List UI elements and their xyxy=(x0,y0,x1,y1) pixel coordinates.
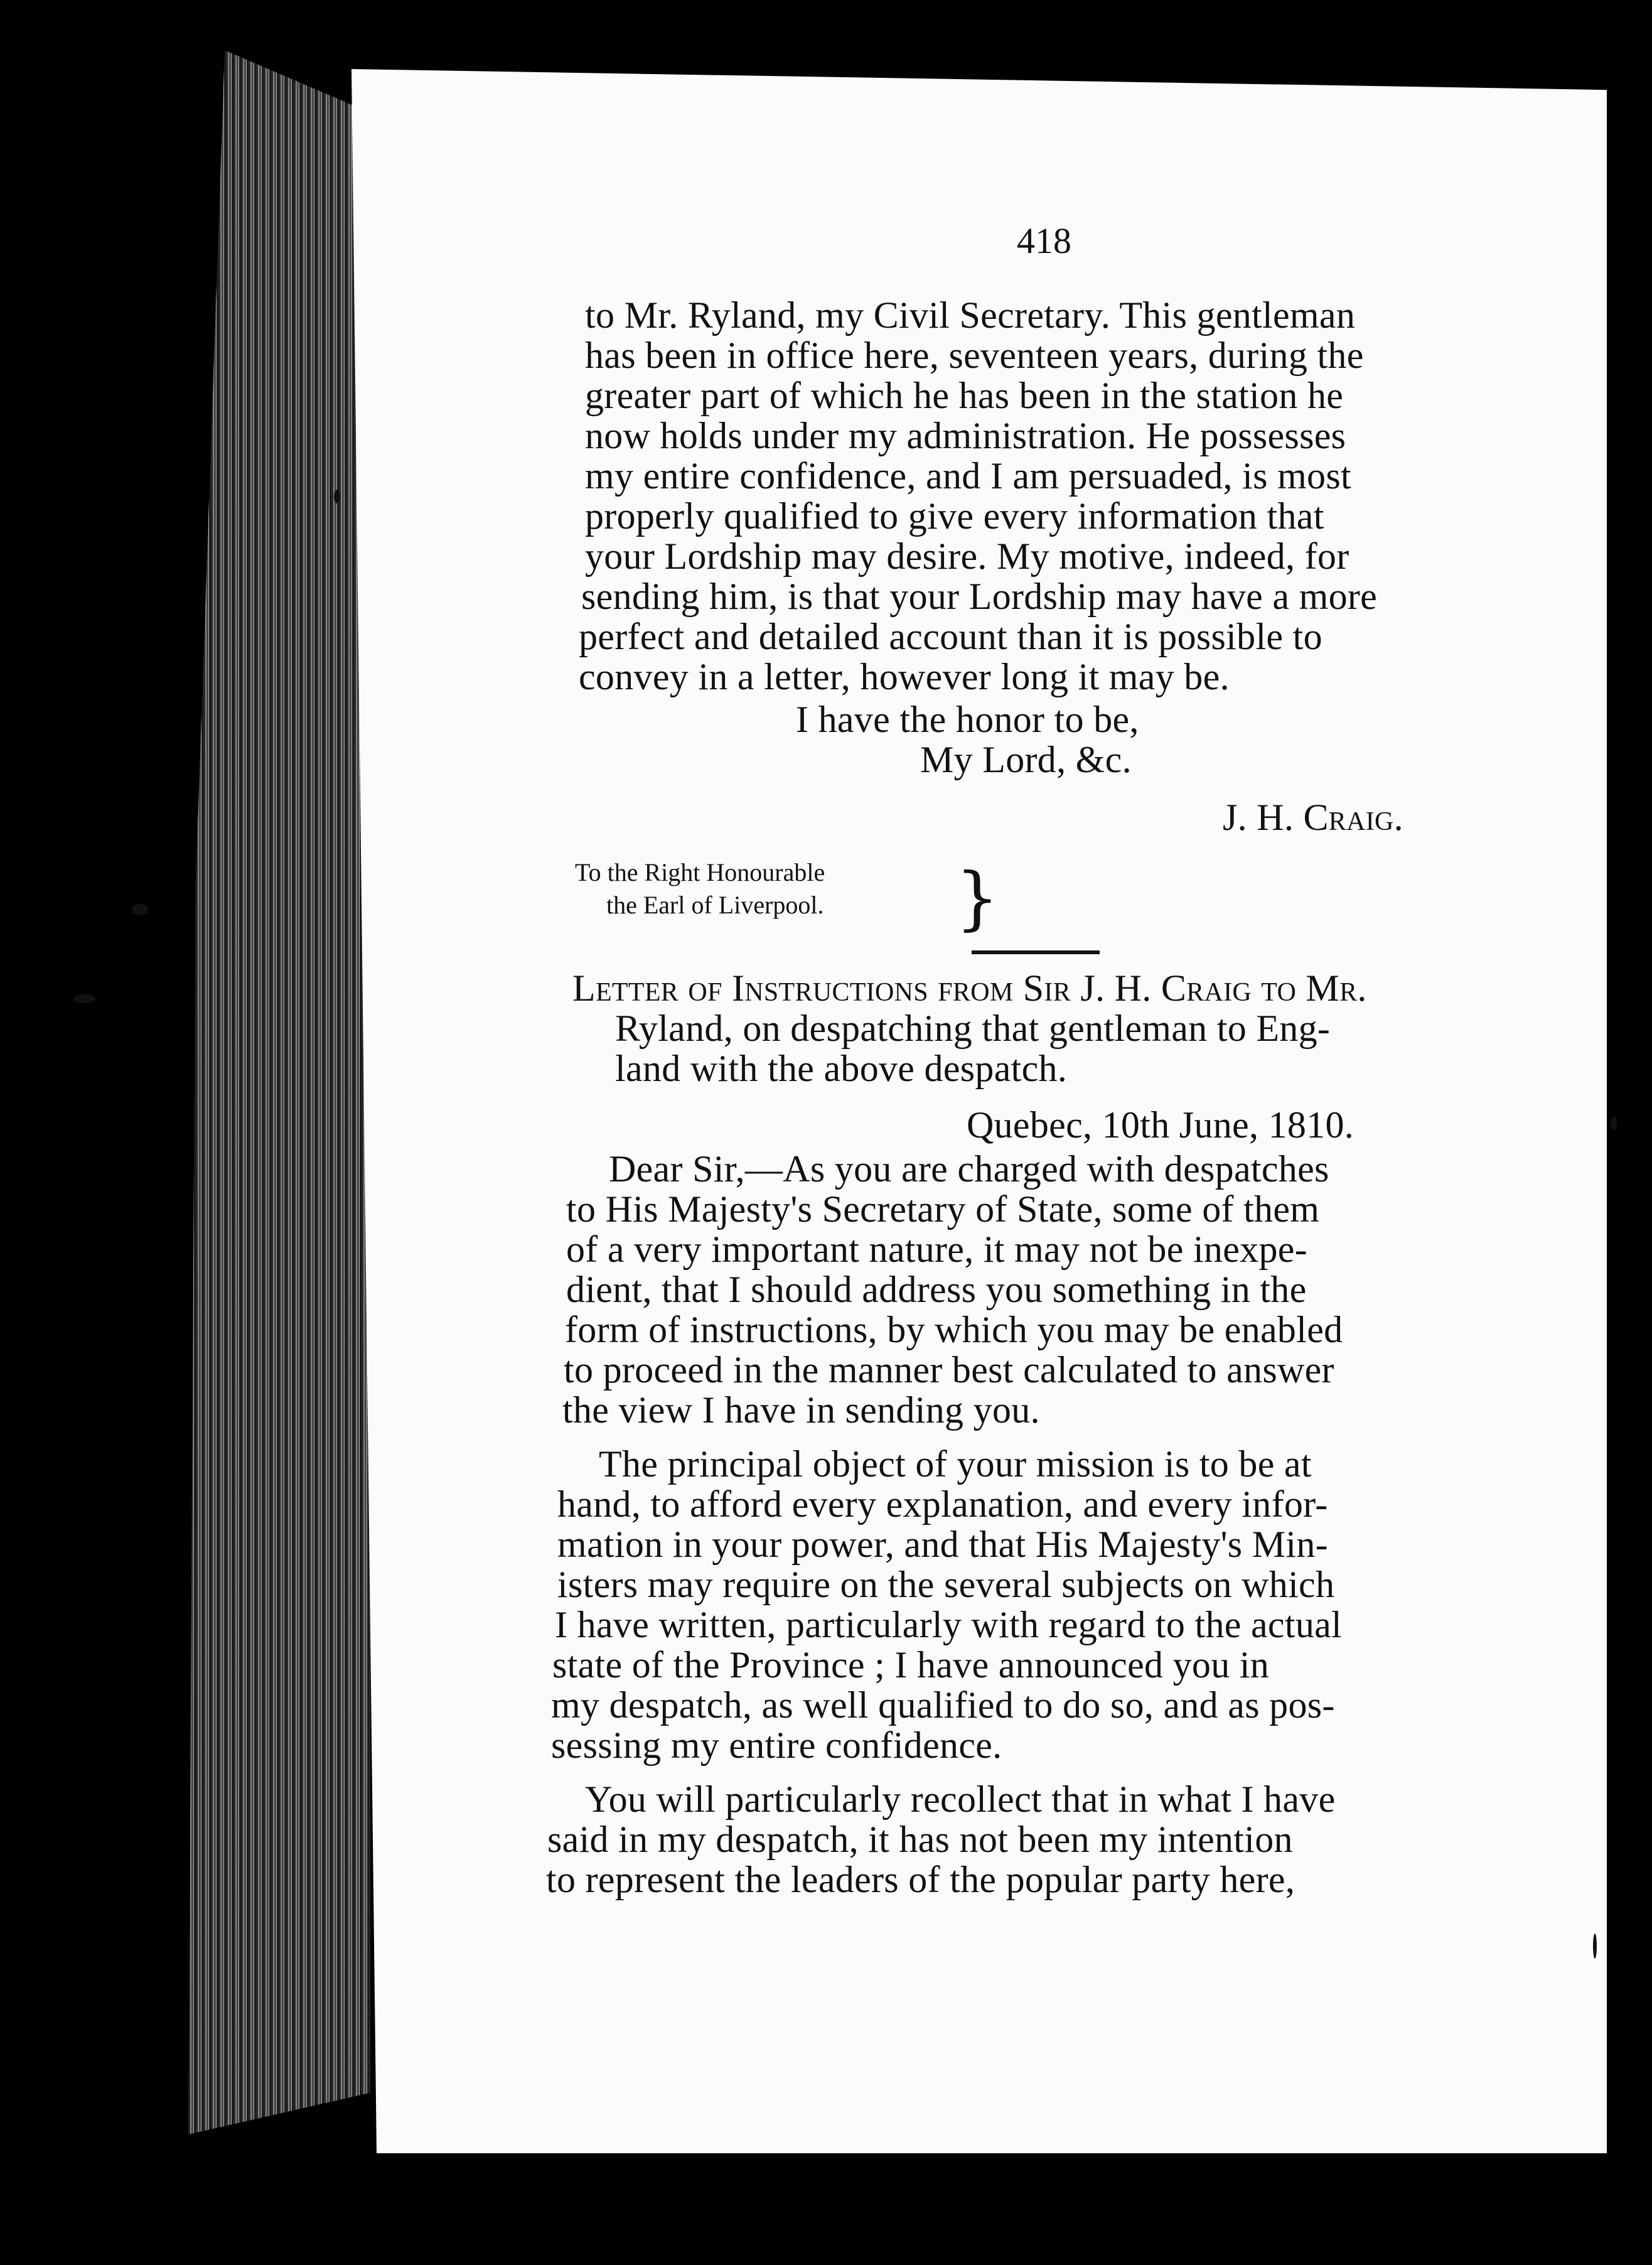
text-line: properly qualified to give every information that xyxy=(585,495,1324,537)
section-rule xyxy=(972,950,1100,954)
text-line: now holds under my administration. He possesses xyxy=(585,415,1346,456)
addressee-line: the Earl of Liverpool. xyxy=(606,891,824,919)
text-line: the view I have in sending you. xyxy=(562,1389,1040,1431)
text-line: The principal object of your mission is to be at xyxy=(599,1443,1312,1485)
heading-line: Letter of Instructions from Sir J. H. Craig to Mr. xyxy=(572,967,1367,1009)
text-line: form of instructions, by which you may be enabled xyxy=(565,1309,1343,1350)
facing-page-edge xyxy=(1610,50,1652,2265)
text-line: You will particularly recollect that in what I have xyxy=(585,1778,1336,1820)
text-line: to His Majesty's Secretary of State, some of them xyxy=(566,1188,1320,1230)
text-line: my despatch, as well qualified to do so, and as pos- xyxy=(551,1684,1335,1726)
text-line: dient, that I should address you something in the xyxy=(566,1269,1307,1310)
page-number: 418 xyxy=(1017,220,1071,261)
text-line: to Mr. Ryland, my Civil Secretary. This gentleman xyxy=(585,294,1356,336)
text-line: state of the Province ; I have announced you in xyxy=(552,1644,1270,1686)
text-line: to represent the leaders of the popular party here, xyxy=(546,1859,1295,1900)
text-line: to proceed in the manner best calculated to answer xyxy=(564,1349,1334,1391)
text-line: perfect and detailed account than it is possible to xyxy=(579,616,1322,657)
closing-line: My Lord, &c. xyxy=(920,739,1132,780)
text-line: hand, to afford every explanation, and every infor- xyxy=(557,1483,1328,1525)
text-line: Dear Sir,—As you are charged with despatches xyxy=(609,1148,1329,1190)
heading-line: land with the above despatch. xyxy=(615,1048,1068,1089)
text-line: has been in office here, seventeen years, during the xyxy=(585,335,1364,376)
text-line: of a very important nature, it may not be inexpe- xyxy=(566,1229,1307,1270)
text-line: isters may require on the several subjects on which xyxy=(557,1564,1335,1605)
dateline: Quebec, 10th June, 1810. xyxy=(967,1104,1354,1146)
text-line: my entire confidence, and I am persuaded, is most xyxy=(585,455,1351,497)
text-line: sending him, is that your Lordship may have a more xyxy=(581,576,1378,617)
text-line: greater part of which he has been in the station he xyxy=(585,375,1344,416)
heading-line: Ryland, on despatching that gentleman to Eng- xyxy=(615,1008,1331,1049)
text-line: convey in a letter, however long it may be. xyxy=(579,656,1230,697)
addressee-line: To the Right Honourable xyxy=(575,858,825,886)
brace-mark: } xyxy=(955,858,999,938)
text-line: said in my despatch, it has not been my intention xyxy=(547,1819,1293,1860)
text-line: sessing my entire confidence. xyxy=(551,1724,1002,1766)
text-line: I have written, particularly with regard to the actual xyxy=(555,1604,1343,1645)
text-line: your Lordship may desire. My motive, indeed, for xyxy=(585,535,1349,577)
signature: J. H. Craig. xyxy=(1223,797,1403,838)
book-fore-edge xyxy=(188,50,370,2134)
text-line: mation in your power, and that His Majesty's Min- xyxy=(557,1524,1328,1565)
closing-line: I have the honor to be, xyxy=(796,699,1139,740)
